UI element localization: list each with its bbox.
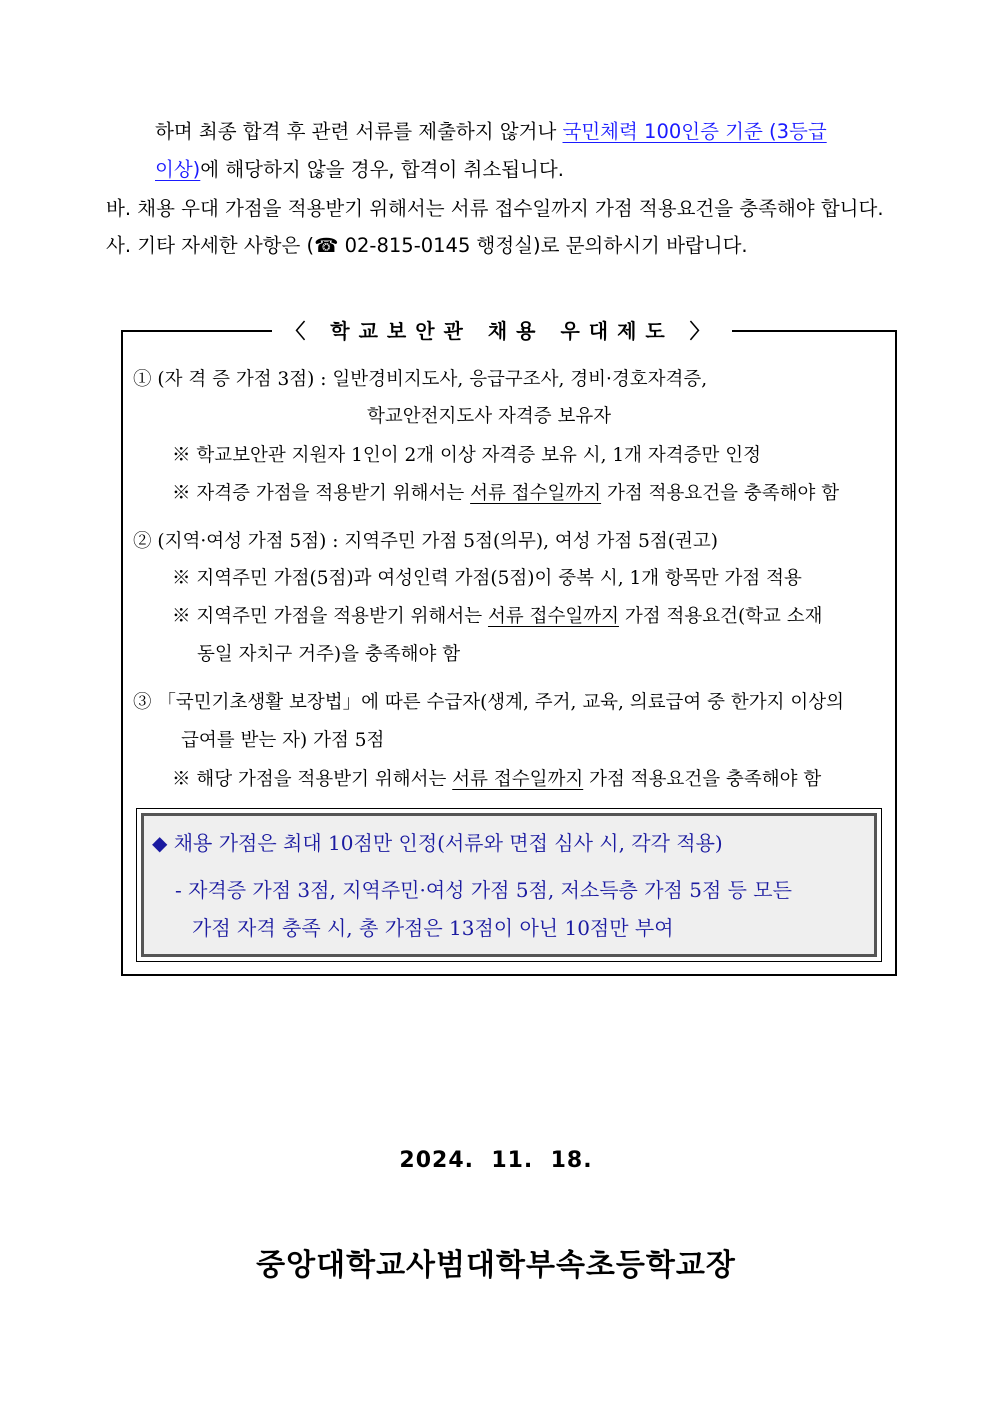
item-3-line-1: ③ 「국민기초생활 보장법」에 따른 수급자(생계, 주거, 교육, 의료급여 중 한가지 이상의 (133, 692, 845, 713)
item-3-note-1 (172, 766, 821, 794)
document-date: 2024. 11. 18. (399, 1148, 593, 1173)
highlighted-text: 국민체력 100인증 기준 (3등급 (562, 120, 827, 143)
item-1-line-2: 학교안전지도사 자격증 보유자 (367, 406, 612, 427)
item-2-note-1: ※ 지역주민 가점(5점)과 여성인력 가점(5점)이 중복 시, 1개 항목만 가점 적용 (172, 568, 802, 589)
note-line-2: - 자격증 가점 3점, 지역주민·여성 가점 5점, 저소득층 가점 5점 등 모든 (175, 878, 792, 902)
item-1-line-1: ① (자 격 증 가점 3점) : 일반경비지도사, 응급구조사, 경비·경호자격증, (133, 369, 708, 390)
text-segment: 가점 적용요건을 충족해야 함 (583, 769, 822, 790)
underlined-text: 서류 접수일까지 (487, 606, 619, 627)
text-segment: 가점 적용요건(학교 소재 (618, 606, 823, 627)
item-1-note-2 (172, 480, 839, 508)
item-2-line-1: ② (지역·여성 가점 5점) : 지역주민 가점 5점(의무), 여성 가점 5점(권고) (133, 531, 718, 552)
text-segment: 하며 최종 합격 후 관련 서류를 제출하지 않거나 (155, 120, 563, 143)
item-2-note-2-cont: 동일 자치구 거주)을 충족해야 함 (197, 644, 461, 665)
text-segment: 에 해당하지 않을 경우, 합격이 취소됩니다. (200, 158, 564, 181)
text-line (155, 156, 564, 184)
text-segment: ※ 자격증 가점을 적용받기 위해서는 (172, 483, 471, 504)
highlighted-text: 이상) (155, 158, 201, 181)
underlined-text: 서류 접수일까지 (470, 483, 602, 504)
item-ba: 바. 채용 우대 가점을 적용받기 위해서는 서류 접수일까지 가점 적용요건을 충족해야 합니다. (106, 197, 884, 220)
text-segment: 가점 적용요건을 충족해야 함 (601, 483, 840, 504)
item-sa: 사. 기타 자세한 사항은 (☎ 02-815-0145 행정실)로 문의하시기 바랍니다. (106, 234, 748, 257)
note-line-1: ◆ 채용 가점은 최대 10점만 인정(서류와 면접 심사 시, 각각 적용) (152, 831, 723, 855)
box-title: 〈 학교보안관 채용 우대제도 〉 (272, 316, 732, 346)
item-3-line-2: 급여를 받는 자) 가점 5점 (181, 730, 385, 751)
text-line (155, 118, 827, 146)
item-2-note-2 (172, 603, 823, 631)
text-segment: ※ 해당 가점을 적용받기 위해서는 (172, 769, 453, 790)
note-line-3: 가점 자격 충족 시, 총 가점은 13점이 아닌 10점만 부여 (192, 916, 674, 940)
text-segment: ※ 지역주민 가점을 적용받기 위해서는 (172, 606, 488, 627)
underlined-text: 서류 접수일까지 (452, 769, 584, 790)
signature: 중앙대학교사범대학부속초등학교장 (256, 1248, 736, 1283)
item-1-note-1: ※ 학교보안관 지원자 1인이 2개 이상 자격증 보유 시, 1개 자격증만 인정 (172, 445, 762, 466)
